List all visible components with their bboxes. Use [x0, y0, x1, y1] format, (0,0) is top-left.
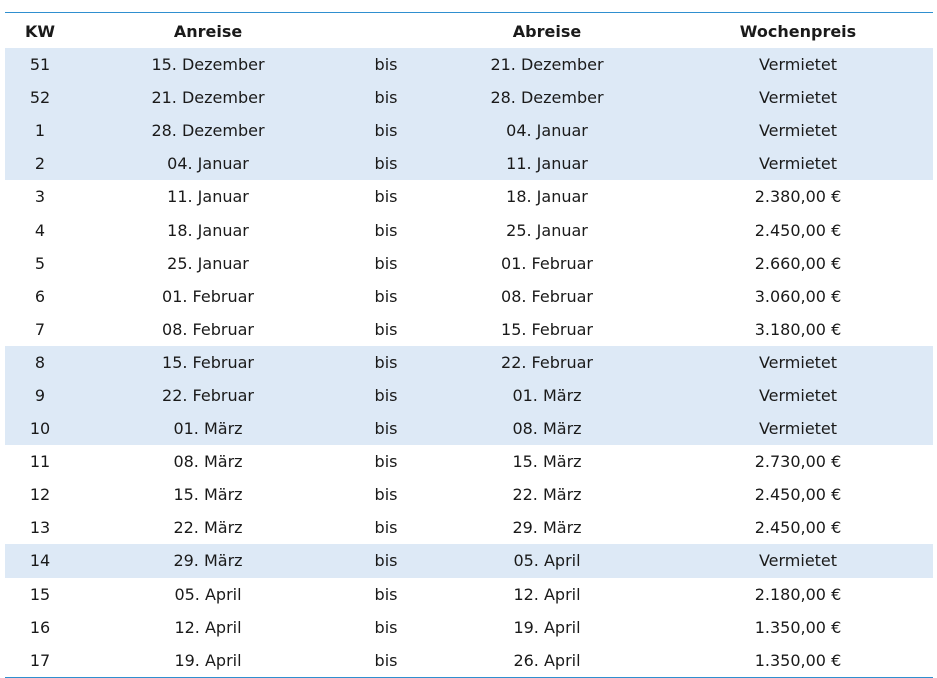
cell-kw: 5 — [34, 253, 46, 273]
table-row — [5, 313, 933, 346]
table-row — [5, 412, 933, 445]
cell-separator: bis — [341, 114, 431, 147]
cell-kw: 52 — [5, 81, 75, 114]
cell-separator: bis — [341, 48, 431, 81]
cell-price: 1.350,00 € — [754, 617, 842, 637]
cell-departure: 08. März — [431, 412, 663, 445]
cell-price: Vermietet — [663, 147, 933, 180]
table-row — [5, 114, 933, 147]
cell-kw: 2 — [5, 147, 75, 180]
header-kw: KW — [24, 22, 56, 41]
cell-kw: 11 — [29, 452, 51, 472]
cell-departure: 04. Januar — [431, 114, 663, 147]
table-body — [5, 48, 933, 677]
cell-arrival: 05. April — [174, 584, 242, 604]
cell-departure: 29. März — [512, 518, 582, 538]
header-departure: Abreise — [512, 22, 582, 41]
cell-price: Vermietet — [663, 346, 933, 379]
cell-arrival: 19. April — [174, 650, 242, 670]
cell-separator: bis — [374, 584, 398, 604]
cell-departure: 08. Februar — [501, 286, 593, 306]
cell-departure: 01. Februar — [501, 253, 593, 273]
cell-price: Vermietet — [663, 81, 933, 114]
cell-separator: bis — [341, 147, 431, 180]
table-row — [5, 445, 933, 478]
table-row — [5, 147, 933, 180]
table-row — [5, 280, 933, 313]
cell-price: Vermietet — [663, 114, 933, 147]
cell-kw: 15 — [29, 584, 51, 604]
cell-separator: bis — [341, 81, 431, 114]
table-header-row — [5, 13, 933, 48]
cell-arrival: 18. Januar — [167, 220, 249, 240]
cell-price: 2.450,00 € — [754, 485, 842, 505]
cell-kw: 1 — [5, 114, 75, 147]
cell-arrival: 08. Februar — [162, 319, 254, 339]
cell-separator: bis — [374, 286, 398, 306]
header-arrival: Anreise — [173, 22, 243, 41]
cell-price: 3.180,00 € — [754, 319, 842, 339]
table-row — [5, 247, 933, 280]
cell-kw: 10 — [5, 412, 75, 445]
cell-separator: bis — [374, 518, 398, 538]
cell-separator: bis — [374, 253, 398, 273]
table-row — [5, 180, 933, 213]
cell-kw: 13 — [29, 518, 51, 538]
cell-price: 2.180,00 € — [754, 584, 842, 604]
table-row — [5, 644, 933, 677]
cell-departure: 26. April — [513, 650, 581, 670]
cell-price: 2.450,00 € — [754, 220, 842, 240]
cell-departure: 22. März — [512, 485, 582, 505]
cell-departure: 18. Januar — [506, 187, 588, 207]
cell-price: Vermietet — [663, 379, 933, 412]
cell-separator: bis — [374, 220, 398, 240]
table-row — [5, 379, 933, 412]
cell-separator: bis — [374, 452, 398, 472]
cell-separator: bis — [374, 650, 398, 670]
cell-price: 1.350,00 € — [754, 650, 842, 670]
cell-kw: 51 — [5, 48, 75, 81]
cell-departure: 28. Dezember — [431, 81, 663, 114]
cell-kw: 16 — [29, 617, 51, 637]
table-row — [5, 578, 933, 611]
cell-departure: 22. Februar — [431, 346, 663, 379]
cell-departure: 01. März — [431, 379, 663, 412]
cell-kw: 17 — [29, 650, 51, 670]
cell-price: Vermietet — [663, 412, 933, 445]
cell-price: Vermietet — [663, 544, 933, 577]
cell-arrival: 25. Januar — [167, 253, 249, 273]
cell-kw: 9 — [5, 379, 75, 412]
table-row — [5, 81, 933, 114]
cell-departure: 19. April — [513, 617, 581, 637]
cell-arrival: 22. Februar — [75, 379, 341, 412]
cell-kw: 7 — [34, 319, 46, 339]
cell-kw: 14 — [5, 544, 75, 577]
table-row — [5, 346, 933, 379]
cell-departure: 05. April — [431, 544, 663, 577]
cell-kw: 8 — [5, 346, 75, 379]
table-row — [5, 544, 933, 577]
cell-departure: 12. April — [513, 584, 581, 604]
cell-separator: bis — [374, 617, 398, 637]
cell-price: Vermietet — [663, 48, 933, 81]
cell-arrival: 15. Dezember — [75, 48, 341, 81]
table-row — [5, 213, 933, 246]
cell-price: 2.660,00 € — [754, 253, 842, 273]
cell-kw: 12 — [29, 485, 51, 505]
cell-separator: bis — [374, 319, 398, 339]
cell-kw: 6 — [34, 286, 46, 306]
cell-arrival: 01. März — [75, 412, 341, 445]
weekly-price-table — [5, 13, 933, 677]
cell-departure: 15. März — [512, 452, 582, 472]
cell-arrival: 11. Januar — [167, 187, 249, 207]
cell-departure: 21. Dezember — [431, 48, 663, 81]
table-row — [5, 611, 933, 644]
cell-separator: bis — [374, 485, 398, 505]
cell-price: 2.730,00 € — [754, 452, 842, 472]
table-row — [5, 48, 933, 81]
cell-arrival: 04. Januar — [75, 147, 341, 180]
cell-arrival: 29. März — [75, 544, 341, 577]
table-row — [5, 511, 933, 544]
cell-departure: 25. Januar — [506, 220, 588, 240]
cell-arrival: 28. Dezember — [75, 114, 341, 147]
cell-kw: 3 — [34, 187, 46, 207]
cell-price: 2.450,00 € — [754, 518, 842, 538]
price-table-container — [5, 12, 933, 678]
cell-separator: bis — [341, 379, 431, 412]
cell-separator: bis — [341, 412, 431, 445]
cell-departure: 11. Januar — [431, 147, 663, 180]
cell-kw: 4 — [34, 220, 46, 240]
cell-arrival: 21. Dezember — [75, 81, 341, 114]
header-spacer — [341, 13, 431, 48]
cell-arrival: 15. Februar — [75, 346, 341, 379]
table-row — [5, 478, 933, 511]
cell-arrival: 12. April — [174, 617, 242, 637]
cell-price: 3.060,00 € — [754, 286, 842, 306]
cell-arrival: 01. Februar — [162, 286, 254, 306]
cell-arrival: 08. März — [173, 452, 243, 472]
cell-separator: bis — [341, 346, 431, 379]
cell-price: 2.380,00 € — [754, 187, 842, 207]
cell-departure: 15. Februar — [501, 319, 593, 339]
cell-arrival: 15. März — [173, 485, 243, 505]
cell-separator: bis — [374, 187, 398, 207]
header-price: Wochenpreis — [739, 22, 857, 41]
cell-separator: bis — [341, 544, 431, 577]
cell-arrival: 22. März — [173, 518, 243, 538]
